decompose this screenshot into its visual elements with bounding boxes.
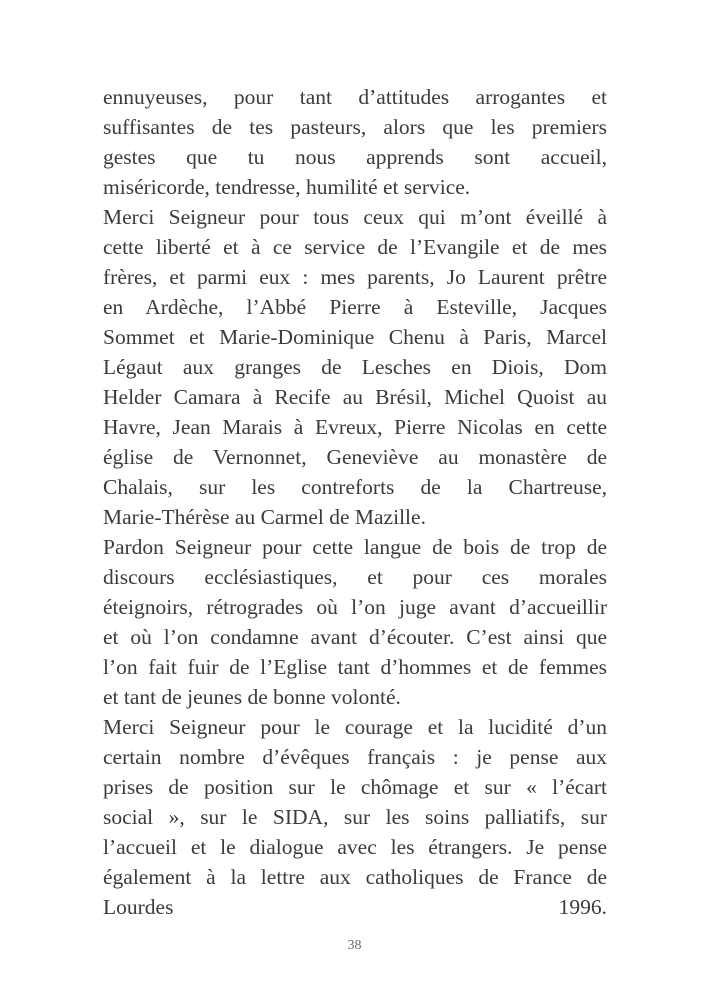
text-line: certain nombre d’évêques français : je pense aux xyxy=(103,745,607,769)
text-line: en Ardèche, l’Abbé Pierre à Esteville, Jacques xyxy=(103,295,607,319)
page-number: 38 xyxy=(347,938,362,953)
text-line: gestes que tu nous apprends sont accueil, xyxy=(103,145,607,169)
text-line: Pardon Seigneur pour cette langue de bois de trop de xyxy=(103,535,607,559)
text-line: miséricorde, tendresse, humilité et service. xyxy=(103,175,471,199)
text-line: également à la lettre aux catholiques de France de xyxy=(103,865,607,889)
paragraph xyxy=(103,532,607,712)
text-line: prises de position sur le chômage et sur « l’écart xyxy=(103,775,607,799)
text-line: suffisantes de tes pasteurs, alors que les premiers xyxy=(103,115,607,139)
text-line: l’accueil et le dialogue avec les étrangers. Je pense xyxy=(103,835,607,859)
text-line: l’on fait fuir de l’Eglise tant d’hommes et de femmes xyxy=(103,655,607,679)
text-line: et tant de jeunes de bonne volonté. xyxy=(103,685,401,709)
text-line: Helder Camara à Recife au Brésil, Michel Quoist au xyxy=(103,385,607,409)
text-line: Chalais, sur les contreforts de la Chartreuse, xyxy=(103,475,607,499)
text-block xyxy=(103,82,607,922)
text-line: Merci Seigneur pour le courage et la lucidité d’un xyxy=(103,715,607,739)
text-line: cette liberté et à ce service de l’Evangile et de mes xyxy=(103,235,607,259)
spread-right-text: 1996. xyxy=(558,895,607,919)
paragraph xyxy=(103,82,607,202)
text-line-spread xyxy=(103,892,607,922)
spread-left-text: Lourdes xyxy=(103,895,174,919)
text-line: Merci Seigneur pour tous ceux qui m’ont éveillé à xyxy=(103,205,607,229)
text-line: éteignoirs, rétrogrades où l’on juge avant d’accueillir xyxy=(103,595,607,619)
text-line: Havre, Jean Marais à Evreux, Pierre Nicolas en cette xyxy=(103,415,607,439)
text-line: frères, et parmi eux : mes parents, Jo Laurent prêtre xyxy=(103,265,607,289)
text-line: ennuyeuses, pour tant d’attitudes arrogantes et xyxy=(103,85,607,109)
text-line: social », sur le SIDA, sur les soins palliatifs, sur xyxy=(103,805,607,829)
text-line: Légaut aux granges de Lesches en Diois, Dom xyxy=(103,355,607,379)
text-line: Sommet et Marie-Dominique Chenu à Paris, Marcel xyxy=(103,325,607,349)
paragraph xyxy=(103,202,607,532)
paragraph xyxy=(103,712,607,922)
text-line: et où l’on condamne avant d’écouter. C’est ainsi que xyxy=(103,625,607,649)
text-line: église de Vernonnet, Geneviève au monastère de xyxy=(103,445,607,469)
text-line: discours ecclésiastiques, et pour ces morales xyxy=(103,565,607,589)
text-line: Marie-Thérèse au Carmel de Mazille. xyxy=(103,505,426,529)
